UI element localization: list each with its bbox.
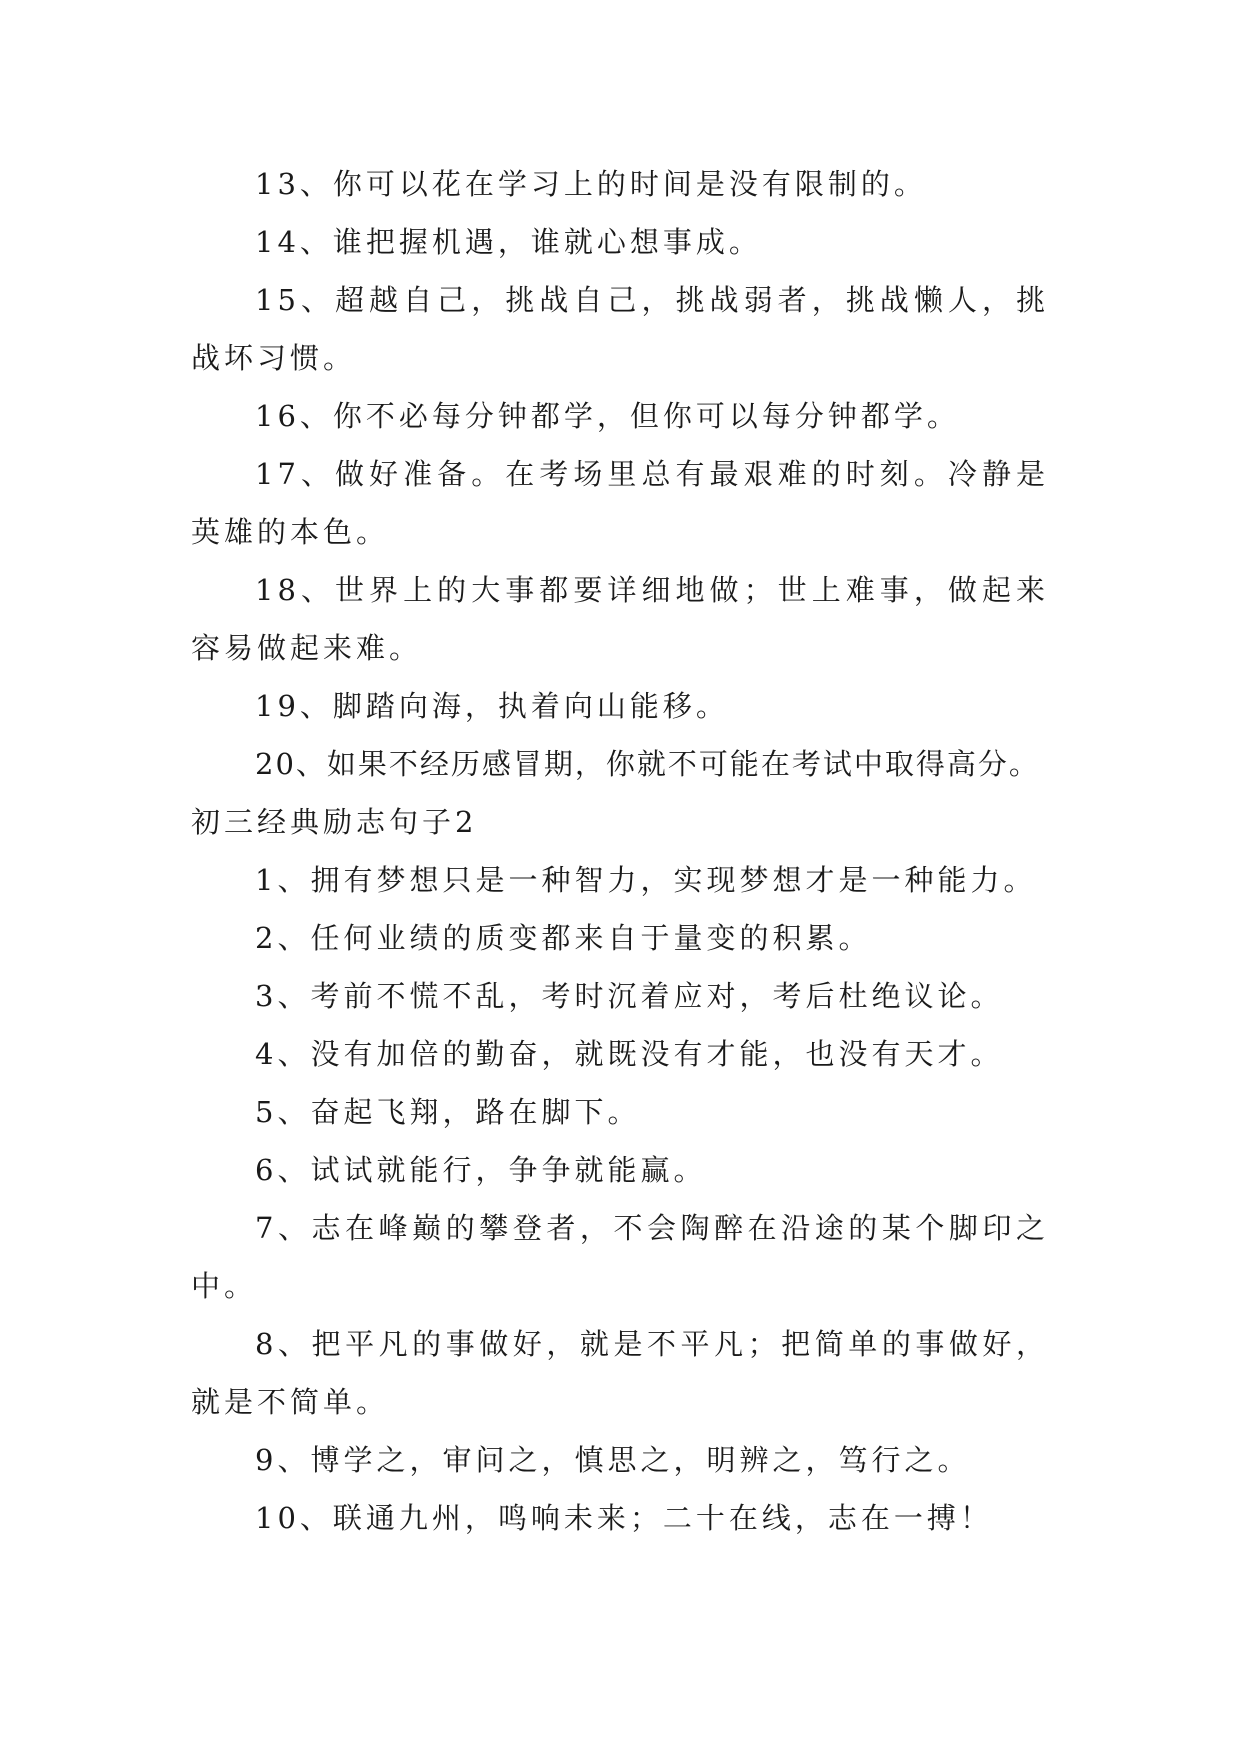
quote-15: 15、超越自己，挑战自己，挑战弱者，挑战懒人，挑战坏习惯。 <box>191 283 1049 375</box>
quote-4: 4、没有加倍的勤奋，就既没有才能，也没有天才。 <box>255 1037 1004 1071</box>
quote-1: 1、拥有梦想只是一种智力，实现梦想才是一种能力。 <box>255 863 1037 897</box>
quote-14: 14、谁把握机遇，谁就心想事成。 <box>255 225 762 259</box>
quote-5: 5、奋起飞翔，路在脚下。 <box>255 1095 641 1129</box>
quote-9: 9、博学之，审问之，慎思之，明辨之，笃行之。 <box>255 1443 971 1477</box>
quote-7: 7、志在峰巅的攀登者，不会陶醉在沿途的某个脚印之中。 <box>191 1211 1049 1303</box>
quote-16: 16、你不必每分钟都学，但你可以每分钟都学。 <box>255 399 960 433</box>
quote-8: 8、把平凡的事做好，就是不平凡；把简单的事做好，就是不简单。 <box>191 1327 1049 1419</box>
quote-20: 20、如果不经历感冒期，你就不可能在考试中取得高分。 <box>255 747 1040 781</box>
quote-13: 13、你可以花在学习上的时间是没有限制的。 <box>255 167 927 201</box>
quote-3: 3、考前不慌不乱，考时沉着应对，考后杜绝议论。 <box>255 979 1004 1013</box>
quote-17: 17、做好准备。在考场里总有最艰难的时刻。冷静是英雄的本色。 <box>191 457 1049 549</box>
quote-6: 6、试试就能行，争争就能赢。 <box>255 1153 707 1187</box>
quote-2: 2、任何业绩的质变都来自于量变的积累。 <box>255 921 872 955</box>
document-body <box>191 155 1049 1547</box>
quote-19: 19、脚踏向海，执着向山能移。 <box>255 689 729 723</box>
section-heading: 初三经典励志句子2 <box>191 805 478 839</box>
quote-10: 10、联通九州，鸣响未来；二十在线，志在一搏！ <box>255 1501 993 1535</box>
quote-18: 18、世界上的大事都要详细地做；世上难事，做起来容易做起来难。 <box>191 573 1049 665</box>
